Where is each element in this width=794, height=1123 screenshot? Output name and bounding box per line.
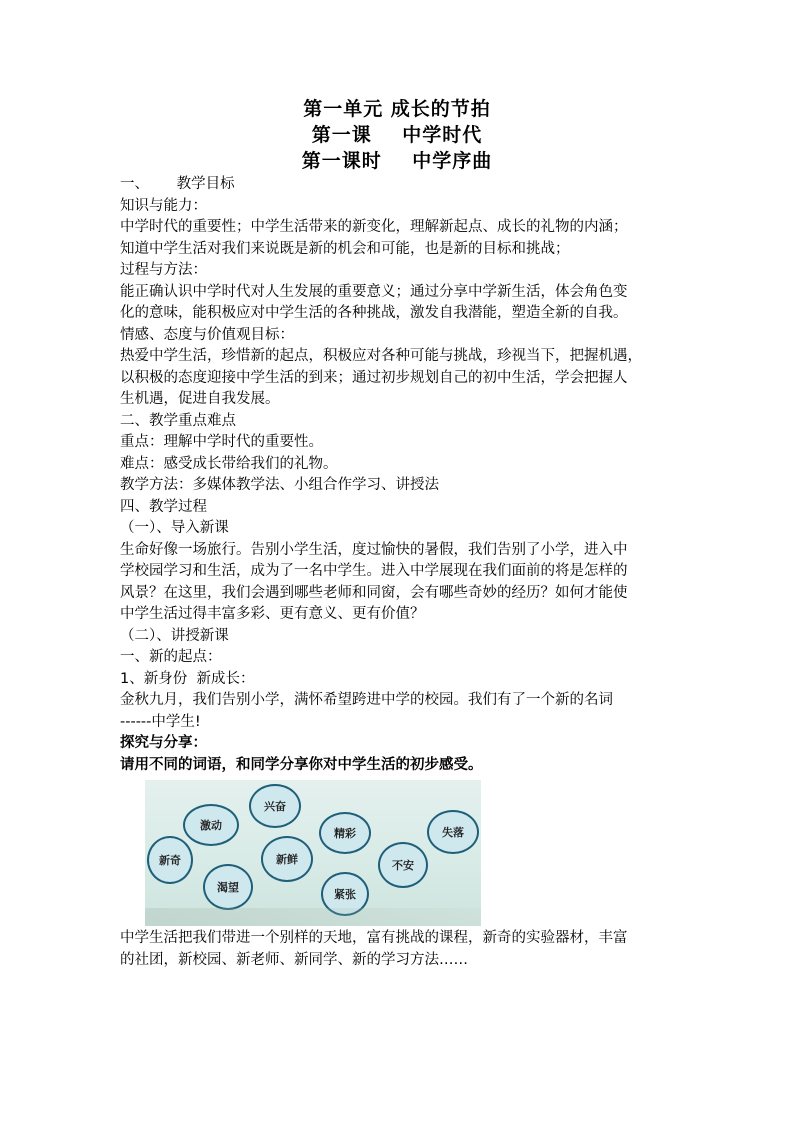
period-title: 第一课时 中学序曲 <box>301 150 493 172</box>
word-bubble: 不安 <box>378 842 428 888</box>
text-line: （一）、导入新课 <box>120 520 229 536</box>
text-line: 金秋九月，我们告别小学，满怀希望跨进中学的校园。我们有了一个新的名词 <box>120 692 613 708</box>
text-line: 重点：理解中学时代的重要性。 <box>120 434 323 450</box>
explore-share-heading: 探究与分享： <box>120 735 207 751</box>
word-bubble: 激动 <box>183 804 239 846</box>
text-line: （二）、讲授新课 <box>120 627 229 644</box>
text-line: 中学生活过得丰富多彩、更有意义、更有价值？ <box>120 606 425 622</box>
text-line: 以积极的态度迎接中学生活的到来；通过初步规划自己的初中生活，学会把握人 <box>120 369 628 386</box>
word-bubble: 兴奋 <box>249 784 301 828</box>
text-line: 中学生活把我们带进一个别样的天地，富有挑战的课程，新奇的实验器材，丰富 <box>120 930 628 946</box>
text-line: 生命好像一场旅行。告别小学生活，度过愉快的暑假，我们告别了小学，进入中 <box>120 541 628 558</box>
unit-title: 第一单元 成长的节拍 <box>303 98 491 120</box>
text-line: 化的意味，能积极应对中学生活的各种挑战，激发自我潜能，塑造全新的自我。 <box>120 305 628 321</box>
text-line: 热爱中学生活，珍惜新的起点，积极应对各种可能与挑战，珍视当下，把握机遇， <box>120 348 642 364</box>
text-line: 教学方法：多媒体教学法、小组合作学习、讲授法 <box>120 477 439 493</box>
word-bubble: 新奇 <box>147 836 193 884</box>
title-block <box>0 96 794 174</box>
text-line: 风景？在这里，我们会遇到哪些老师和同窗，会有哪些奇妙的经历？如何才能使 <box>120 584 628 601</box>
lesson-title: 第一课 中学时代 <box>311 124 483 146</box>
text-line: 一、新的起点： <box>120 649 222 665</box>
text-line: ------中学生! <box>120 713 201 730</box>
text-line: 一、 教学目标 <box>120 176 235 192</box>
text-line: 过程与方法： <box>120 262 207 278</box>
word-bubble: 失落 <box>427 810 479 854</box>
text-line: 能正确认识中学时代对人生发展的重要意义；通过分享中学新生活，体会角色变 <box>120 283 628 300</box>
text-line: 四、教学过程 <box>120 498 207 515</box>
word-bubble: 紧张 <box>321 872 369 916</box>
text-line: 知道中学生活对我们来说既是新的机会和可能，也是新的目标和挑战； <box>120 240 570 257</box>
text-line: 生机遇，促进自我发展。 <box>120 391 280 407</box>
text-line: 难点：感受成长带给我们的礼物。 <box>120 455 338 472</box>
text-line: 情感、态度与价值观目标： <box>120 326 294 343</box>
feelings-word-figure <box>145 780 481 926</box>
text-line: 的社团，新校园、新老师、新同学、新的学习方法…… <box>120 951 468 968</box>
word-bubble: 新鲜 <box>261 836 313 882</box>
word-bubble: 渴望 <box>203 864 253 910</box>
figure-caption-strip <box>145 908 481 926</box>
word-bubble: 精彩 <box>319 812 371 854</box>
explore-share-prompt: 请用不同的词语，和同学分享你对中学生活的初步感受。 <box>120 756 483 773</box>
text-line: 1、新身份 新成长： <box>120 670 255 687</box>
lesson-body <box>120 174 680 971</box>
text-line: 学校园学习和生活，成为了一名中学生。进入中学展现在我们面前的将是怎样的 <box>120 563 628 579</box>
text-line: 中学时代的重要性；中学生活带来的新变化，理解新起点、成长的礼物的内涵； <box>120 219 628 235</box>
text-line: 二、教学重点难点 <box>120 412 236 429</box>
text-line: 知识与能力： <box>120 197 207 214</box>
